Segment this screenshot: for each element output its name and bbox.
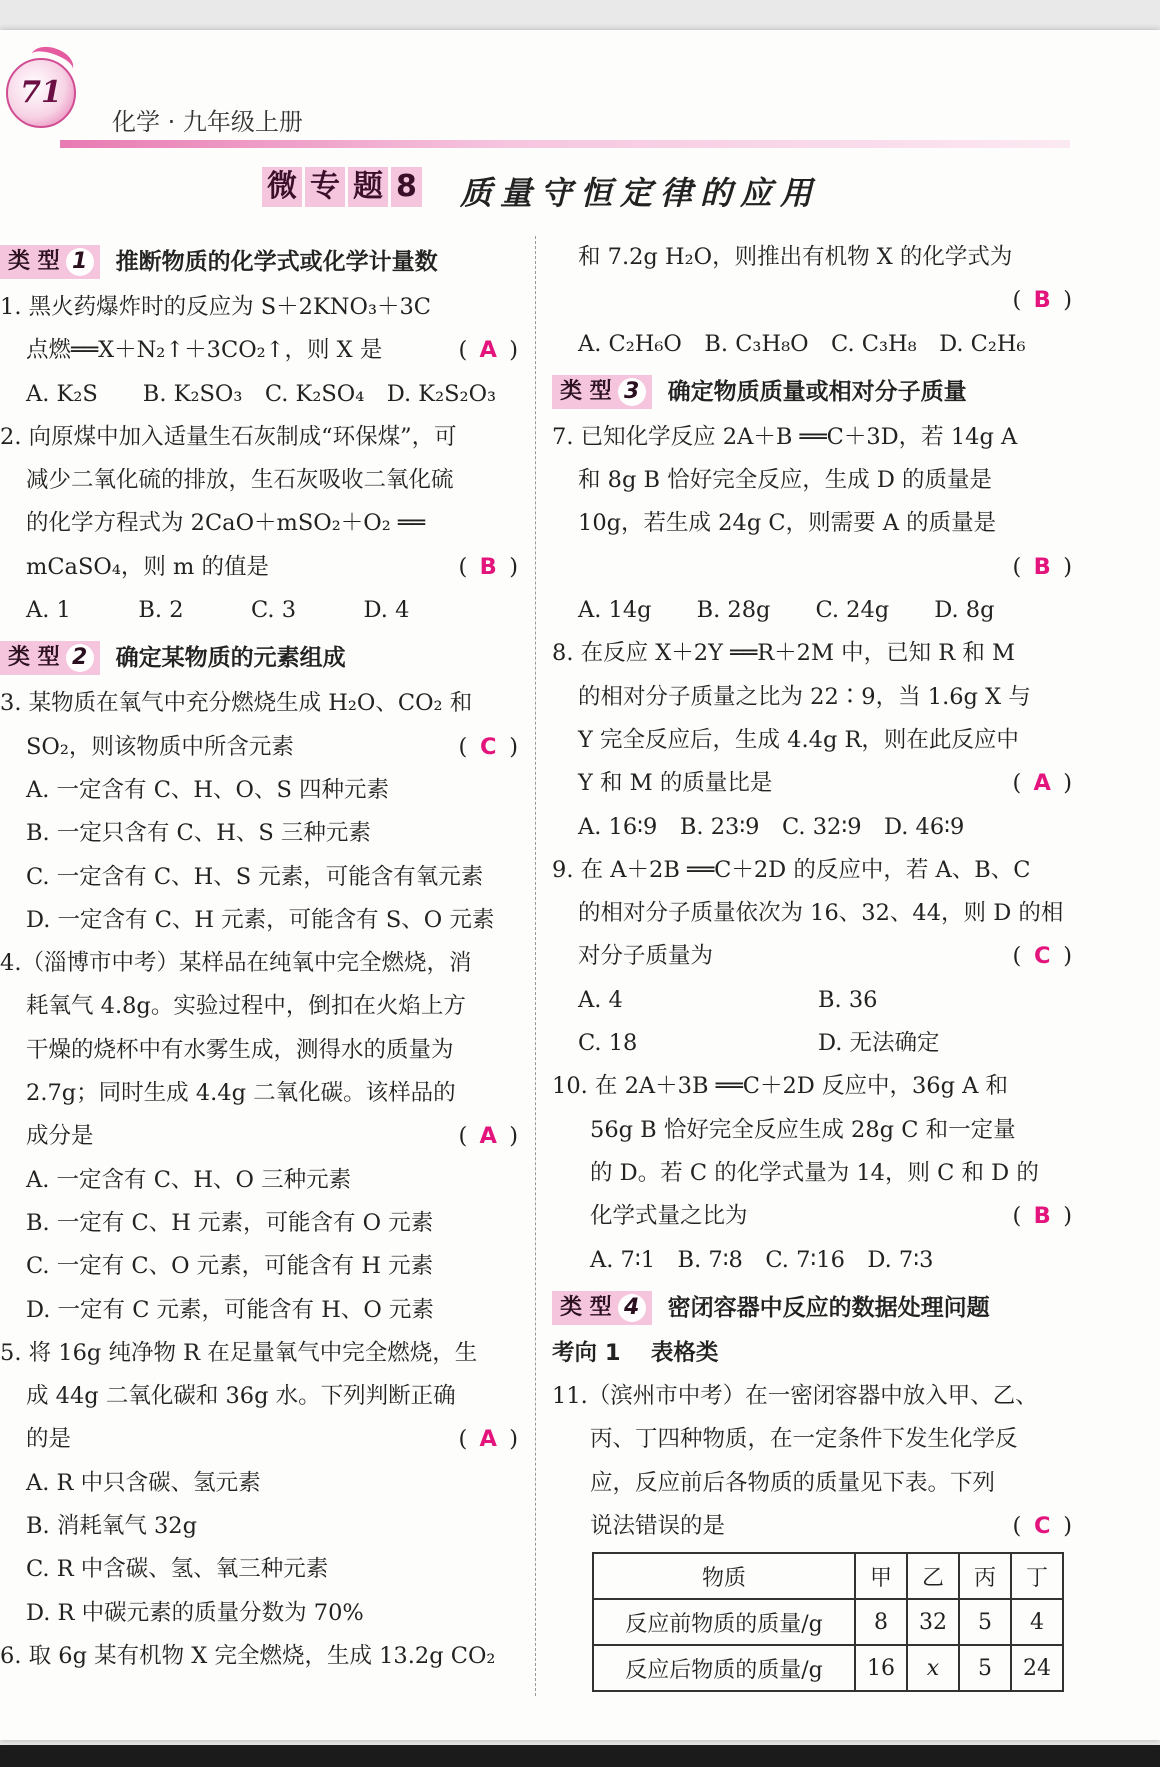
question-line [552, 762, 1072, 805]
sub-heading: 考向 1 表格类 [552, 1339, 719, 1366]
table-header-row [593, 1553, 1063, 1599]
option: A. 一定含有 C、H、O、S 四种元素 [26, 776, 390, 803]
tag-number: 3 [618, 378, 646, 406]
section-header [552, 368, 1072, 414]
table-cell: x [907, 1645, 959, 1691]
question-text: 的是 [26, 1426, 72, 1453]
question-line [0, 726, 518, 769]
question-line: 的相对分子质量依次为 16、32、44，则 D 的相 [578, 900, 1064, 927]
options-line: A. 7∶1 B. 7∶8 C. 7∶16 D. 7∶3 [590, 1246, 934, 1273]
section-header [0, 238, 518, 284]
topic-chip: 题 [348, 167, 388, 207]
topic-chip: 8 [391, 167, 422, 207]
answer-letter: B [1033, 553, 1051, 580]
answer-letter: C [1033, 943, 1051, 970]
question-line: 和 8g B 恰好完全反应，生成 D 的质量是 [578, 467, 993, 494]
option: D. 无法确定 [818, 1030, 940, 1057]
answer-letter: B [1033, 1203, 1051, 1230]
question-line: 10g，若生成 24g C，则需要 A 的质量是 [578, 510, 997, 537]
question-line: 11.（滨州市中考）在一密闭容器中放入甲、乙、 [552, 1383, 1038, 1410]
table-header-cell: 物质 [593, 1553, 855, 1599]
section-title: 密闭容器中反应的数据处理问题 [667, 1294, 990, 1321]
topic-chip: 专 [305, 167, 345, 207]
question-line: 2. 向原煤中加入适量生石灰制成“环保煤”，可 [0, 423, 457, 450]
table-cell: 4 [1011, 1599, 1063, 1645]
options-line: A. C₂H₆O B. C₃H₈O C. C₃H₈ D. C₂H₆ [578, 330, 1026, 357]
option: B. 一定有 C、H 元素，可能含有 O 元素 [26, 1209, 434, 1236]
bottom-bar [0, 1745, 1160, 1767]
answer-box: ( A ) [458, 1418, 518, 1461]
table-row [593, 1645, 1063, 1691]
option: A. R 中只含碳、氢元素 [26, 1469, 261, 1496]
answer-box: ( A ) [458, 329, 518, 372]
question-line: 7. 已知化学反应 2A＋B ══C＋3D，若 14g A [552, 423, 1018, 450]
tag-number: 4 [618, 1294, 646, 1322]
table-header-cell: 乙 [907, 1553, 959, 1599]
section-tag [0, 245, 100, 279]
option: B. 消耗氧气 32g [26, 1513, 198, 1540]
answer-box: ( B ) [1012, 279, 1072, 322]
question-line: 的化学方程式为 2CaO＋mSO₂＋O₂ ══ [26, 510, 425, 537]
section-tag [552, 375, 652, 409]
answer-box: ( A ) [1012, 762, 1072, 805]
question-line: 干燥的烧杯中有水雾生成，测得水的质量为 [26, 1036, 454, 1063]
question-text: SO₂，则该物质中所含元素 [26, 733, 294, 760]
question-line: 5. 将 16g 纯净物 R 在足量氧气中完全燃烧，生 [0, 1339, 478, 1366]
table-cell: 24 [1011, 1645, 1063, 1691]
answer-letter: A [479, 337, 497, 364]
section-tag [0, 641, 100, 675]
question-line [0, 1418, 518, 1461]
option: A. 4 [578, 986, 623, 1013]
option: B. 36 [818, 986, 878, 1013]
tag-label: 类 型 [8, 645, 60, 671]
answer-box: ( A ) [458, 1115, 518, 1158]
question-text: 化学式量之比为 [590, 1203, 748, 1230]
options-line: A. 16∶9 B. 23∶9 C. 32∶9 D. 46∶9 [578, 813, 965, 840]
question-line: 3. 某物质在氧气中充分燃烧生成 H₂O、CO₂ 和 [0, 690, 473, 717]
answer-box: ( C ) [1012, 935, 1072, 978]
question-line [552, 1505, 1072, 1548]
question-text: 说法错误的是 [590, 1513, 726, 1540]
answer-letter: C [1033, 1513, 1051, 1540]
question-text: 成分是 [26, 1123, 94, 1150]
question-text: mCaSO₄，则 m 的值是 [26, 553, 269, 580]
answer-box: ( B ) [1012, 1195, 1072, 1238]
page-number: 71 [6, 58, 76, 128]
tag-label: 类 型 [560, 378, 612, 404]
table-header-cell: 甲 [855, 1553, 907, 1599]
table-cell: 5 [959, 1645, 1011, 1691]
option: C. 一定有 C、O 元素，可能含有 H 元素 [26, 1253, 434, 1280]
answer-box: ( B ) [458, 546, 518, 589]
option: B. 一定只含有 C、H、S 三种元素 [26, 820, 371, 847]
options-line: A. K₂S B. K₂SO₃ C. K₂SO₄ D. K₂S₂O₃ [26, 380, 497, 407]
question-line: 4.（淄博市中考）某样品在纯氧中完全燃烧，消 [0, 950, 472, 977]
question-text: Y 和 M 的质量比是 [578, 770, 773, 797]
answer-box: ( B ) [1012, 546, 1072, 589]
question-line: 和 7.2g H₂O，则推出有机物 X 的化学式为 [578, 244, 1013, 270]
option: D. 一定有 C 元素，可能含有 H、O 元素 [26, 1296, 434, 1323]
option: C. 18 [578, 1030, 638, 1057]
option: D. 一定含有 C、H 元素，可能含有 S、O 元素 [26, 906, 495, 933]
answer-letter: A [479, 1426, 497, 1453]
section-title: 推断物质的化学式或化学计量数 [115, 249, 438, 275]
question-line [0, 329, 518, 372]
table-header-cell: 丁 [1011, 1553, 1063, 1599]
table-cell: 5 [959, 1599, 1011, 1645]
right-column [552, 236, 1072, 1548]
tag-number: 2 [66, 644, 94, 672]
question-line: 丙、丁四种物质，在一定条件下发生化学反 [590, 1426, 1018, 1453]
answer-box: ( C ) [458, 726, 518, 769]
section-header [0, 634, 518, 680]
option: A. 一定含有 C、H、O 三种元素 [26, 1166, 352, 1193]
question-line: 56g B 恰好完全反应生成 28g C 和一定量 [590, 1116, 1016, 1143]
question-line: 1. 黑火药爆炸时的反应为 S＋2KNO₃＋3C [0, 294, 431, 320]
question-line: 成 44g 二氧化碳和 36g 水。下列判断正确 [26, 1383, 456, 1410]
table-cell: 32 [907, 1599, 959, 1645]
answer-line [552, 279, 1072, 322]
table-cell: 反应后物质的质量/g [593, 1645, 855, 1691]
question-line: 耗氧气 4.8g。实验过程中，倒扣在火焰上方 [26, 993, 466, 1020]
question-line: 9. 在 A＋2B ══C＋2D 的反应中，若 A、B、C [552, 856, 1031, 883]
question-line: Y 完全反应后，生成 4.4g R，则在此反应中 [578, 726, 1019, 753]
question-line: 的 D。若 C 的化学式量为 14，则 C 和 D 的 [590, 1159, 1039, 1186]
question-text: 对分子质量为 [578, 943, 714, 970]
table-cell: 16 [855, 1645, 907, 1691]
options-line [552, 979, 1072, 1022]
table-cell: 8 [855, 1599, 907, 1645]
answer-letter: B [479, 553, 497, 580]
options-line: A. 1 B. 2 C. 3 D. 4 [26, 597, 410, 624]
tag-label: 类 型 [8, 249, 60, 274]
option: D. R 中碳元素的质量分数为 70% [26, 1599, 364, 1626]
table-header-cell: 丙 [959, 1553, 1011, 1599]
question-line [0, 546, 518, 589]
question-line: 10. 在 2A＋3B ══C＋2D 反应中，36g A 和 [552, 1073, 1009, 1100]
section-title: 确定某物质的元素组成 [115, 645, 346, 672]
question-text: 点燃══X＋N₂↑＋3CO₂↑，则 X 是 [26, 337, 383, 364]
topic-chip: 微 [262, 167, 302, 207]
question-line [552, 1195, 1072, 1238]
question-line [0, 1115, 518, 1158]
answer-letter: A [1033, 770, 1051, 797]
options-line [552, 1022, 1072, 1065]
data-table [592, 1552, 1064, 1692]
answer-box: ( C ) [1012, 1505, 1072, 1548]
tag-number: 1 [66, 248, 94, 276]
answer-letter: C [479, 733, 497, 760]
question-line: 6. 取 6g 某有机物 X 完全燃烧，生成 13.2g CO₂ [0, 1642, 496, 1669]
section-title: 确定物质质量或相对分子质量 [667, 378, 967, 405]
table-row [593, 1599, 1063, 1645]
section-header [552, 1284, 1072, 1330]
question-line: 应，反应前后各物质的质量见下表。下列 [590, 1469, 996, 1496]
book-title: 化学 · 九年级上册 [112, 108, 303, 136]
option: C. R 中含碳、氢、氧三种元素 [26, 1556, 329, 1583]
question-line: 2.7g；同时生成 4.4g 二氧化碳。该样品的 [26, 1080, 456, 1107]
question-line [552, 935, 1072, 978]
answer-letter: A [479, 1123, 497, 1150]
tag-label: 类 型 [560, 1294, 612, 1320]
topic-badge [262, 167, 425, 207]
options-line: A. 14g B. 28g C. 24g D. 8g [578, 597, 995, 624]
question-line: 的相对分子质量之比为 22∶9，当 1.6g X 与 [578, 683, 1031, 710]
section-tag [552, 1291, 652, 1325]
left-column [0, 236, 518, 1678]
header-line [60, 140, 1070, 148]
option: C. 一定含有 C、H、S 元素，可能含有氧元素 [26, 863, 484, 890]
question-line: 8. 在反应 X＋2Y ══R＋2M 中，已知 R 和 M [552, 640, 1016, 667]
topic-title: 质量守恒定律的应用 [460, 174, 821, 212]
question-line: 减少二氧化硫的排放，生石灰吸收二氧化硫 [26, 467, 454, 494]
table-cell: 反应前物质的质量/g [593, 1599, 855, 1645]
column-divider [535, 236, 536, 1696]
answer-line [552, 546, 1072, 589]
answer-letter: B [1033, 287, 1051, 314]
